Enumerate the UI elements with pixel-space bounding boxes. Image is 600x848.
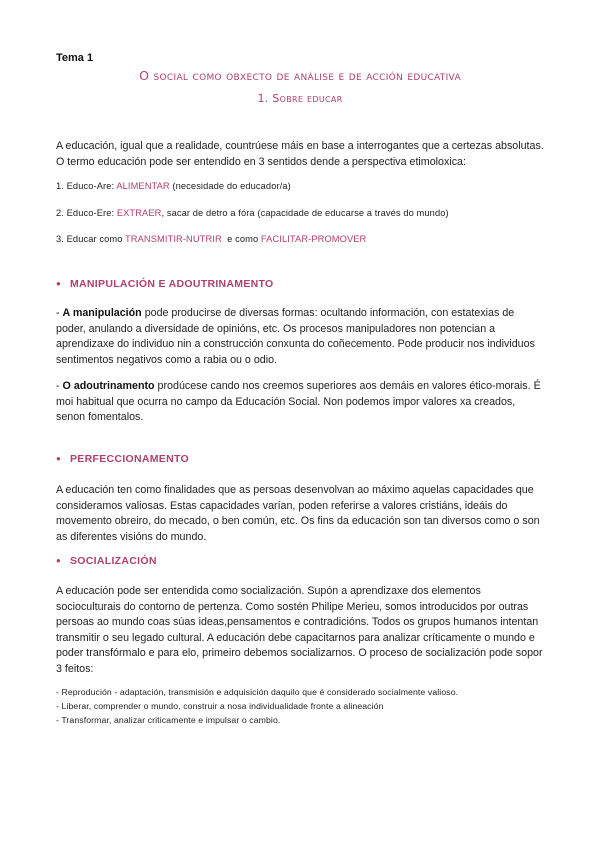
adoutrinamento-paragraph [56,379,546,426]
intro-paragraph: A educación, igual que a realidade, countrúese máis en base a interrogantes que a certezas absolutas. O termo educación pode ser entendido en 3 sentidos dende a perspectiva etimoloxica: [56,140,544,168]
sense-term: ALIMENTAR [116,181,170,191]
topic-label: Tema 1 [56,52,94,64]
bullet-icon: ● [56,556,62,565]
lead-dash: - [56,307,63,319]
document-title: O social como obxecto de análise e de acción educativa [139,68,461,83]
manipulacion-paragraph [56,306,546,368]
sense-prefix: 1. Educo-Are: [56,181,117,191]
sense-item-3 [56,234,366,244]
sense-prefix: 2. Educo-Ere: [56,208,117,218]
sense-item-2 [56,208,449,218]
paragraph-text: pode producirse de diversas formas: ocultando información, con estatexias de poder, anulando a diversidade de opinións, etc. Os procesos manipuladores non potencian a aprendizaxe do individuo nin a construcción conxunta do coñecemento. Pode producir nos individuos sentimentos negativos como a rabia ou o odio. [56,307,535,366]
heading-text: MANIPULACIÓN E ADOUTRINAMENTO [70,278,274,290]
perfeccionamento-paragraph: A educación ten como finalidades que as persoas desenvolvan ao máximo aquelas capacidades que consideramos valiosas. Estas capacidades varían, poden referirse a valores cristiáns, ideáis do movemento obreiro, do mecado, o ben común, etc. Os fins da educación son tan diversos como o son as diferentes visións do mundo. [56,484,540,543]
heading-text: SOCIALIZACIÓN [70,555,157,567]
socializacion-item-3: - Transformar, analizar criticamente e impulsar o cambio. [56,715,281,725]
heading-manipulacion [56,278,274,290]
sense-middle: e como [221,234,261,244]
sense-term: EXTRAER [116,208,162,218]
section-subtitle: 1. Sobre educar [257,92,343,105]
bullet-icon: ● [56,454,62,463]
term-bold: A manipulación [62,307,142,319]
sense-prefix: 3. Educar como [56,234,126,244]
heading-socializacion [56,555,157,567]
sense-item-1 [56,181,291,191]
sense-suffix: , sacar de detro a fóra (capacidade de educarse a través do mundo) [161,208,449,218]
term-bold: O adoutrinamento [62,380,155,392]
bullet-icon: ● [56,279,62,288]
lead-dash: - [56,380,63,392]
sense-term: TRANSMITIR-NUTRIR [125,234,222,244]
sense-term-2: FACILITAR-PROMOVER [260,234,367,244]
socializacion-paragraph: A educación pode ser entendida como socialización. Supón a aprendizaxe dos elementos socioculturais do contorno de pertenza. Como sostén Philipe Merieu, somos introducidos por outras persoas ao mundo coas súas ideas,pensamentos e contradicións. Todos os grupos humanos intentan transmitir o seu legado cultural. A educación debe capacitarnos para analizar críticamente o mundo e poder transfórmalo e para elo, primeiro debemos socializarnos. O proceso de socialización pode sopor 3 feitos: [56,585,543,675]
socializacion-item-2: - Liberar, comprender o mundo, construir a nosa individualidade fronte a alineación [56,701,384,711]
heading-perfeccionamento [56,453,189,465]
heading-text: PERFECCIONAMENTO [70,453,189,465]
paragraph-text: prodúcese cando nos creemos superiores aos demáis en valores ético-morais. É moi habitual que ocurra no campo da Educación Social. Non podemos impor valores xa creados, senon fomentalos. [56,380,541,424]
socializacion-item-1: - Reprodución - adaptación, transmisión e adquisición daquilo que é considerado socialmente valioso. [56,687,459,697]
sense-suffix: (necesidade do educador/a) [169,181,291,191]
